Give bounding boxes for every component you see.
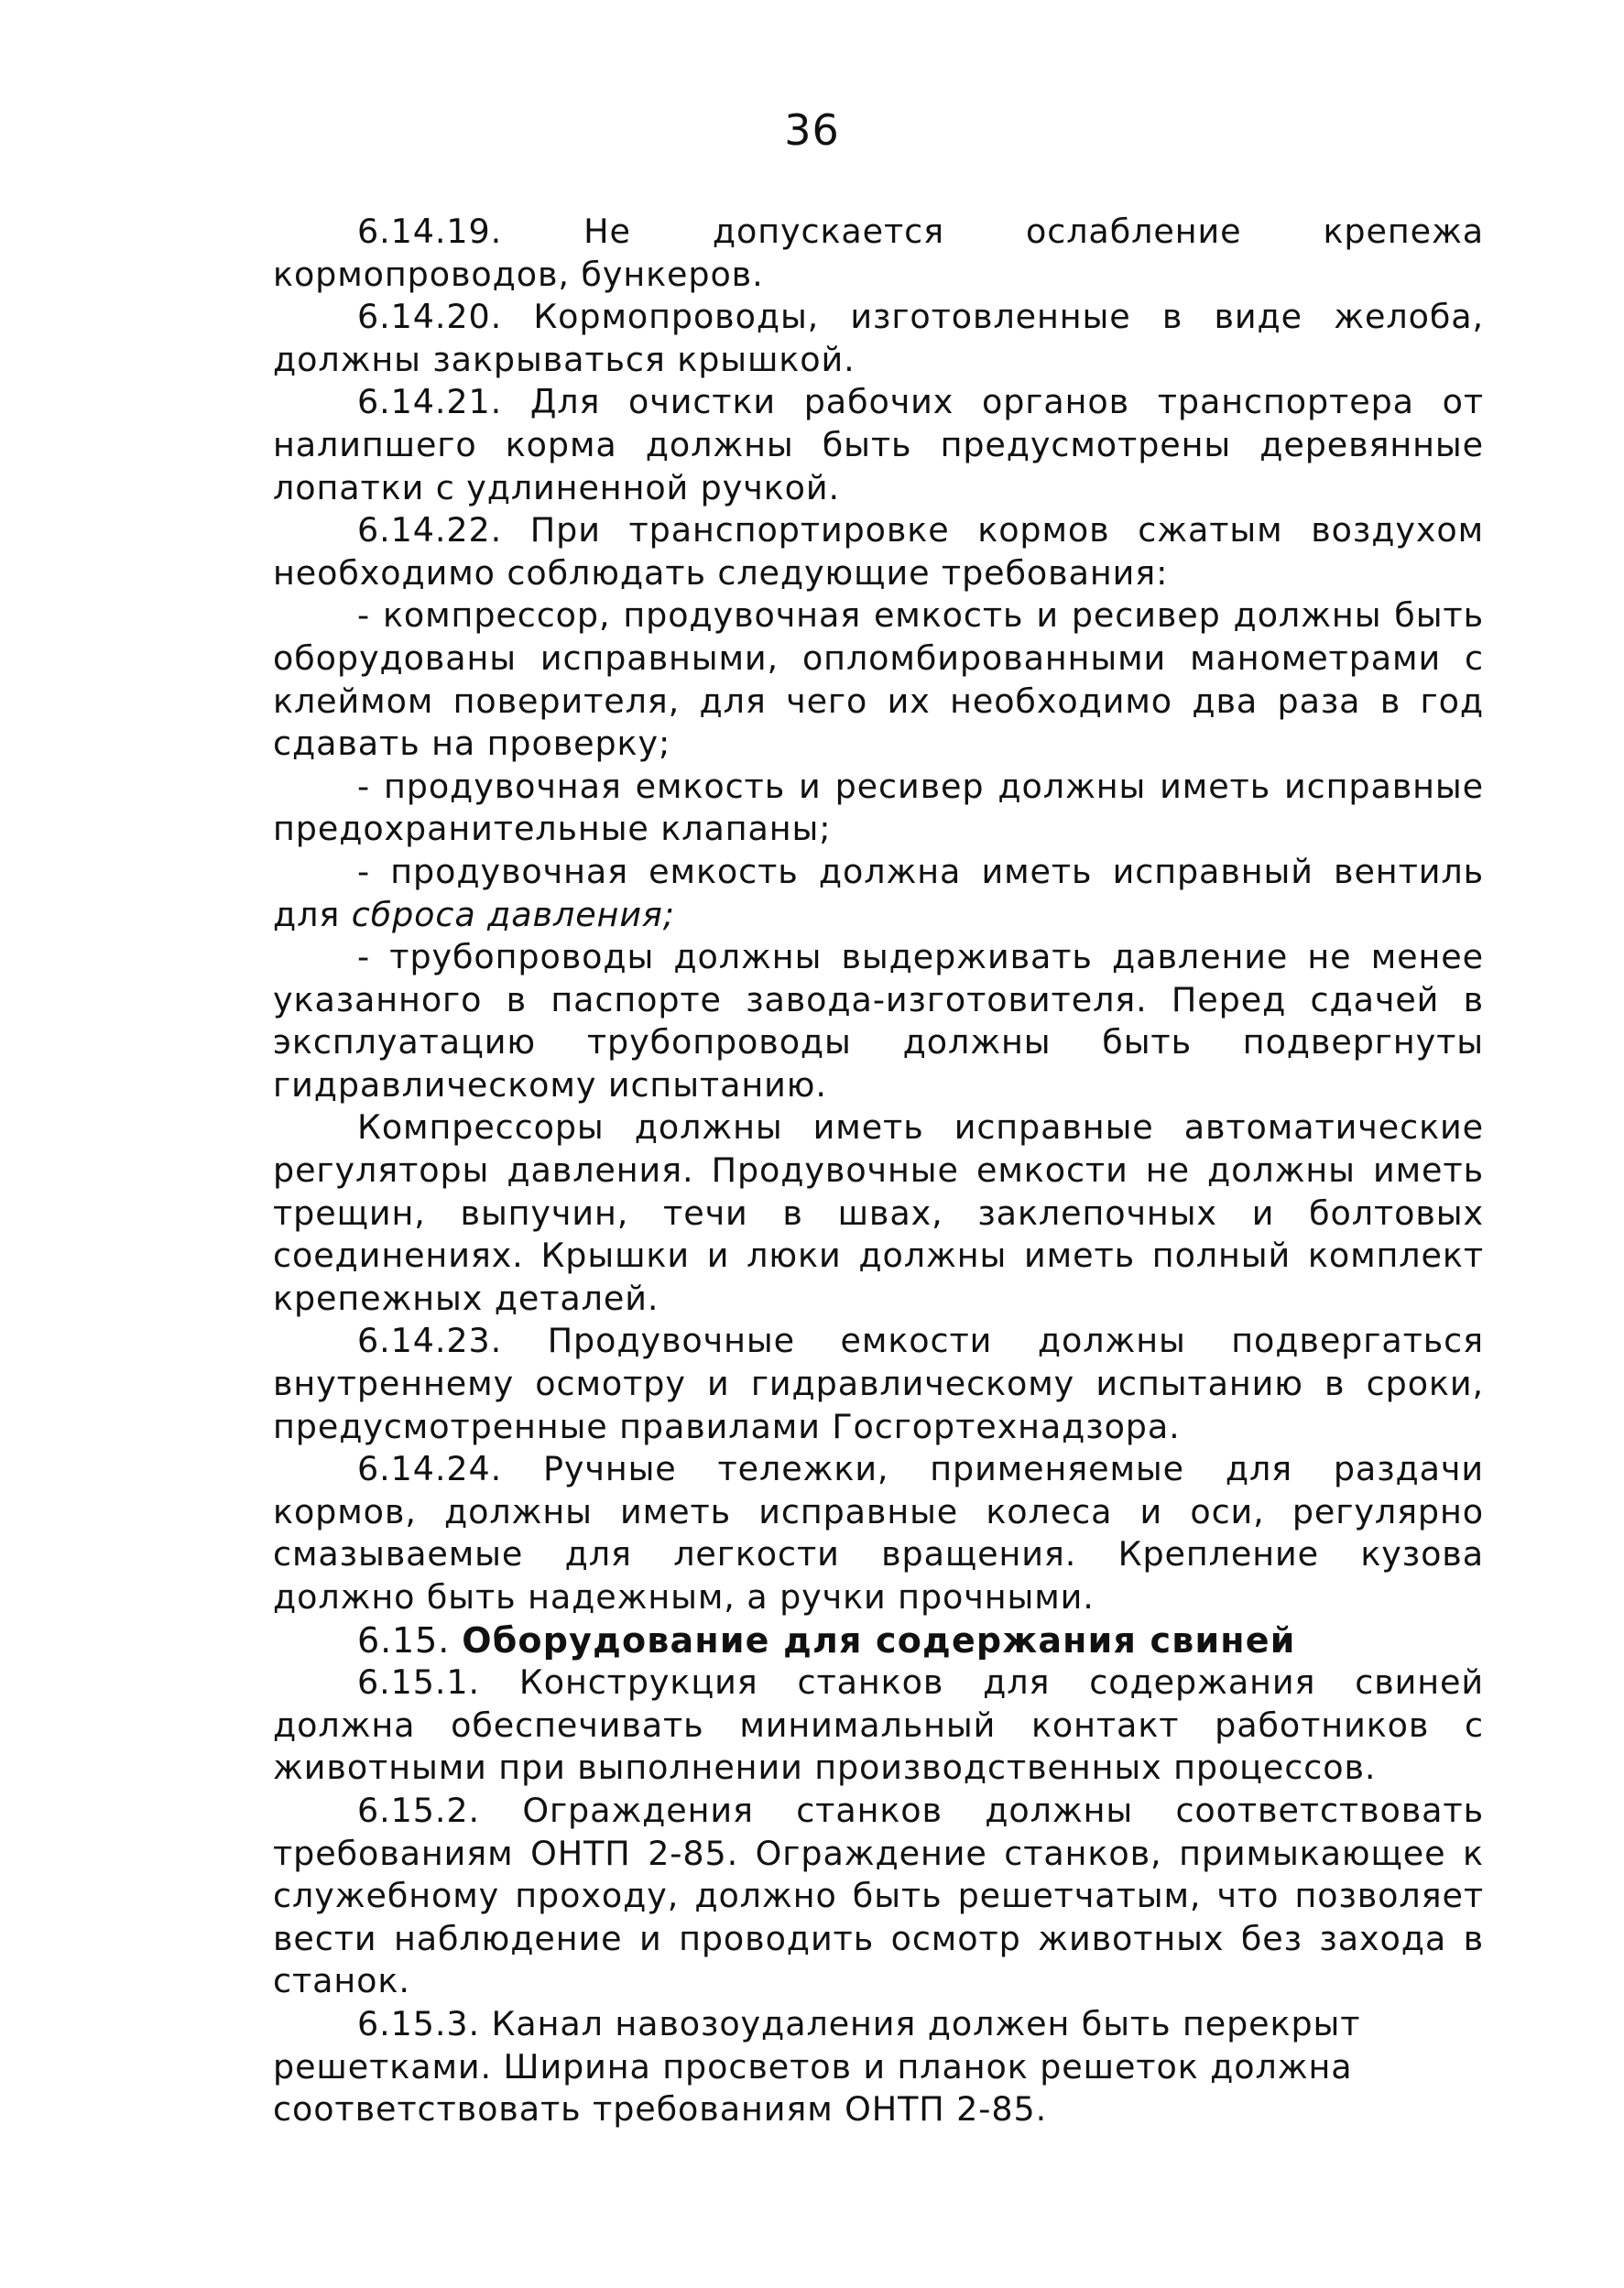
- paragraph-compressors: Компрессоры должны иметь исправные автоматические регуляторы давления. Продувочные емкости не должны иметь трещин, выпучин, течи в швах, заклепочных и болтовых соединениях. Крышки и люки должны иметь полный комплект крепежных деталей.: [273, 1107, 1484, 1318]
- paragraph-6-15-3: 6.15.3. Канал навозоудаления должен быть перекрыт решетками. Ширина просветов и планок решеток должна соответствовать требованиям ОНТП 2-85.: [273, 2003, 1361, 2130]
- list-item-relief-valve-text: - продувочная емкость должна иметь исправный вентиль для: [273, 851, 1484, 934]
- paragraph-6-14-21: 6.14.21. Для очистки рабочих органов транспортера от налипшего корма должны быть предусмотрены деревянные лопатки с удлиненной ручкой.: [273, 382, 1484, 507]
- document-body: [273, 211, 1484, 2131]
- paragraph-6-14-22: 6.14.22. При транспортировке кормов сжатым воздухом необходимо соблюдать следующие требования:: [273, 510, 1484, 593]
- paragraph-6-14-24: 6.14.24. Ручные тележки, применяемые для раздачи кормов, должны иметь исправные колеса и оси, регулярно смазываемые для легкости вращения. Крепление кузова должно быть надежным, а ручки прочными.: [273, 1449, 1484, 1617]
- paragraph-6-15-1: 6.15.1. Конструкция станков для содержания свиней должна обеспечивать минимальный контакт работников с животными при выполнении производственных процессов.: [273, 1662, 1484, 1788]
- list-item-compressor: - компрессор, продувочная емкость и ресивер должны быть оборудованы исправными, опломбированными манометрами с клеймом поверителя, для чего их необходимо два раза в год сдавать на проверку;: [273, 595, 1484, 764]
- page-number: 36: [784, 105, 840, 155]
- list-item-relief-valve: [273, 851, 1484, 936]
- paragraph-6-15-2: 6.15.2. Ограждения станков должны соответствовать требованиям ОНТП 2-85. Ограждение станков, примыкающее к служебному проходу, должно быть решетчатым, что позволяет вести наблюдение и проводить осмотр животных без захода в станок.: [273, 1790, 1484, 2001]
- paragraph-6-14-19: 6.14.19. Не допускается ослабление крепежа кормопроводов, бункеров.: [273, 212, 1484, 294]
- paragraph-6-14-23: 6.14.23. Продувочные емкости должны подвергаться внутреннему осмотру и гидравлическому испытанию в сроки, предусмотренные правилами Госгортехнадзора.: [273, 1321, 1484, 1446]
- section-number: 6.15.: [357, 1619, 451, 1661]
- section-title: Оборудование для содержания свиней: [462, 1619, 1296, 1661]
- list-item-relief-valve-italic: сброса давления;: [351, 894, 675, 934]
- section-heading: [273, 1619, 1484, 1662]
- paragraph-6-14-20: 6.14.20. Кормопроводы, изготовленные в виде желоба, должны закрываться крышкой.: [273, 297, 1484, 379]
- list-item-safety-valves: - продувочная емкость и ресивер должны иметь исправные предохранительные клапаны;: [273, 766, 1484, 849]
- list-item-pipelines: - трубопроводы должны выдерживать давление не менее указанного в паспорте завода-изготовителя. Перед сдачей в эксплуатацию трубопроводы должны быть подвергнуты гидравлическому испытанию.: [273, 937, 1484, 1105]
